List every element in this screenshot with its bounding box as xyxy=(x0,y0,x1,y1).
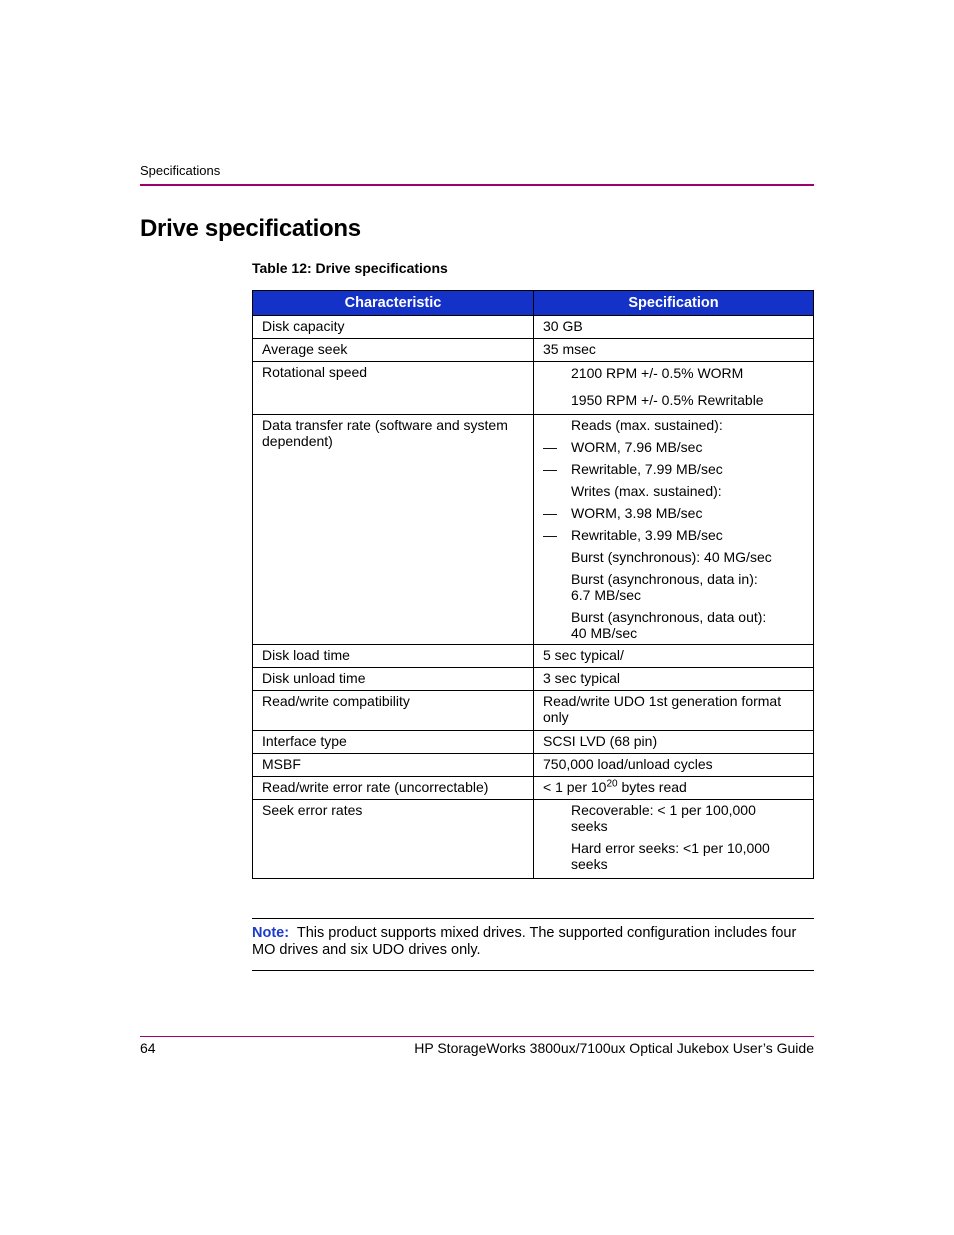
row-label: Average seek xyxy=(253,339,534,362)
row-value xyxy=(534,777,814,800)
table-row xyxy=(253,645,814,668)
dash-marker: — xyxy=(543,527,557,543)
table-row xyxy=(253,668,814,691)
header-rule xyxy=(140,184,814,186)
spec-line: Writes (max. sustained): xyxy=(571,483,722,499)
row-label: Disk load time xyxy=(253,645,534,668)
table-header-row xyxy=(253,291,814,316)
row-value xyxy=(534,800,814,879)
table-row xyxy=(253,362,814,415)
dash-marker: — xyxy=(543,505,557,521)
spec-line: 2100 RPM +/- 0.5% WORM xyxy=(571,365,744,381)
table-caption: Table 12: Drive specifications xyxy=(252,260,448,276)
col-header-specification: Specification xyxy=(534,291,814,316)
spec-subitem-text: Rewritable, 3.99 MB/sec xyxy=(571,527,723,543)
footer-rule xyxy=(140,1036,814,1037)
row-label: Disk capacity xyxy=(253,316,534,339)
note-top-rule xyxy=(252,918,814,919)
row-value: SCSI LVD (68 pin) xyxy=(534,731,814,754)
row-label: Seek error rates xyxy=(253,800,534,879)
spec-line: Burst (asynchronous, data in): 6.7 MB/sec xyxy=(571,571,758,603)
table-row xyxy=(253,691,814,731)
row-label: Read/write error rate (uncorrectable) xyxy=(253,777,534,800)
table-row xyxy=(253,339,814,362)
row-label: MSBF xyxy=(253,754,534,777)
row-value: 30 GB xyxy=(534,316,814,339)
error-rate-exponent: 20 xyxy=(606,778,618,790)
spec-line: Reads (max. sustained): xyxy=(571,417,723,433)
table-row xyxy=(253,415,814,645)
spec-subitem xyxy=(543,461,804,477)
row-value: 750,000 load/unload cycles xyxy=(534,754,814,777)
note-bottom-rule xyxy=(252,970,814,971)
row-value: Read/write UDO 1st generation format only xyxy=(534,691,814,731)
spec-line: Recoverable: < 1 per 100,000 seeks xyxy=(571,802,756,834)
drive-spec-table xyxy=(252,290,814,879)
note-label: Note: xyxy=(252,925,290,941)
error-rate-prefix: < 1 per 10 xyxy=(543,779,607,795)
running-header: Specifications xyxy=(140,163,221,178)
footer-title: HP StorageWorks 3800ux/7100ux Optical Jukebox User’s Guide xyxy=(414,1040,814,1056)
row-value: 3 sec typical xyxy=(534,668,814,691)
spec-line: Hard error seeks: <1 per 10,000 seeks xyxy=(571,840,770,872)
table-row xyxy=(253,754,814,777)
error-rate-suffix: bytes read xyxy=(617,779,687,795)
spec-line: 1950 RPM +/- 0.5% Rewritable xyxy=(571,392,764,408)
page-number: 64 xyxy=(140,1040,156,1056)
spec-subitem-text: Rewritable, 7.99 MB/sec xyxy=(571,461,723,477)
table-row xyxy=(253,316,814,339)
note-text: This product supports mixed drives. The supported configuration includes four MO drives and six UDO drives only. xyxy=(252,925,797,958)
page-title: Drive specifications xyxy=(140,215,361,242)
spec-subitem-text: WORM, 3.98 MB/sec xyxy=(571,505,703,521)
dash-marker: — xyxy=(543,461,557,477)
row-value: 35 msec xyxy=(534,339,814,362)
dash-marker: — xyxy=(543,439,557,455)
spec-line: Burst (asynchronous, data out): 40 MB/sec xyxy=(571,609,767,641)
row-label: Interface type xyxy=(253,731,534,754)
row-label: Data transfer rate (software and system dependent) xyxy=(253,415,534,645)
col-header-characteristic: Characteristic xyxy=(253,291,534,316)
spec-subitem xyxy=(543,527,804,543)
row-label: Read/write compatibility xyxy=(253,691,534,731)
row-label: Disk unload time xyxy=(253,668,534,691)
spec-line: Burst (synchronous): 40 MG/sec xyxy=(571,549,772,565)
spec-subitem xyxy=(543,505,804,521)
table-row xyxy=(253,731,814,754)
spec-subitem-text: WORM, 7.96 MB/sec xyxy=(571,439,703,455)
row-value xyxy=(534,415,814,645)
table-row xyxy=(253,777,814,800)
spec-subitem xyxy=(543,439,804,455)
row-label: Rotational speed xyxy=(253,362,534,415)
row-value: 5 sec typical/ xyxy=(534,645,814,668)
row-value xyxy=(534,362,814,415)
table-row xyxy=(253,800,814,879)
note-block xyxy=(252,925,812,959)
